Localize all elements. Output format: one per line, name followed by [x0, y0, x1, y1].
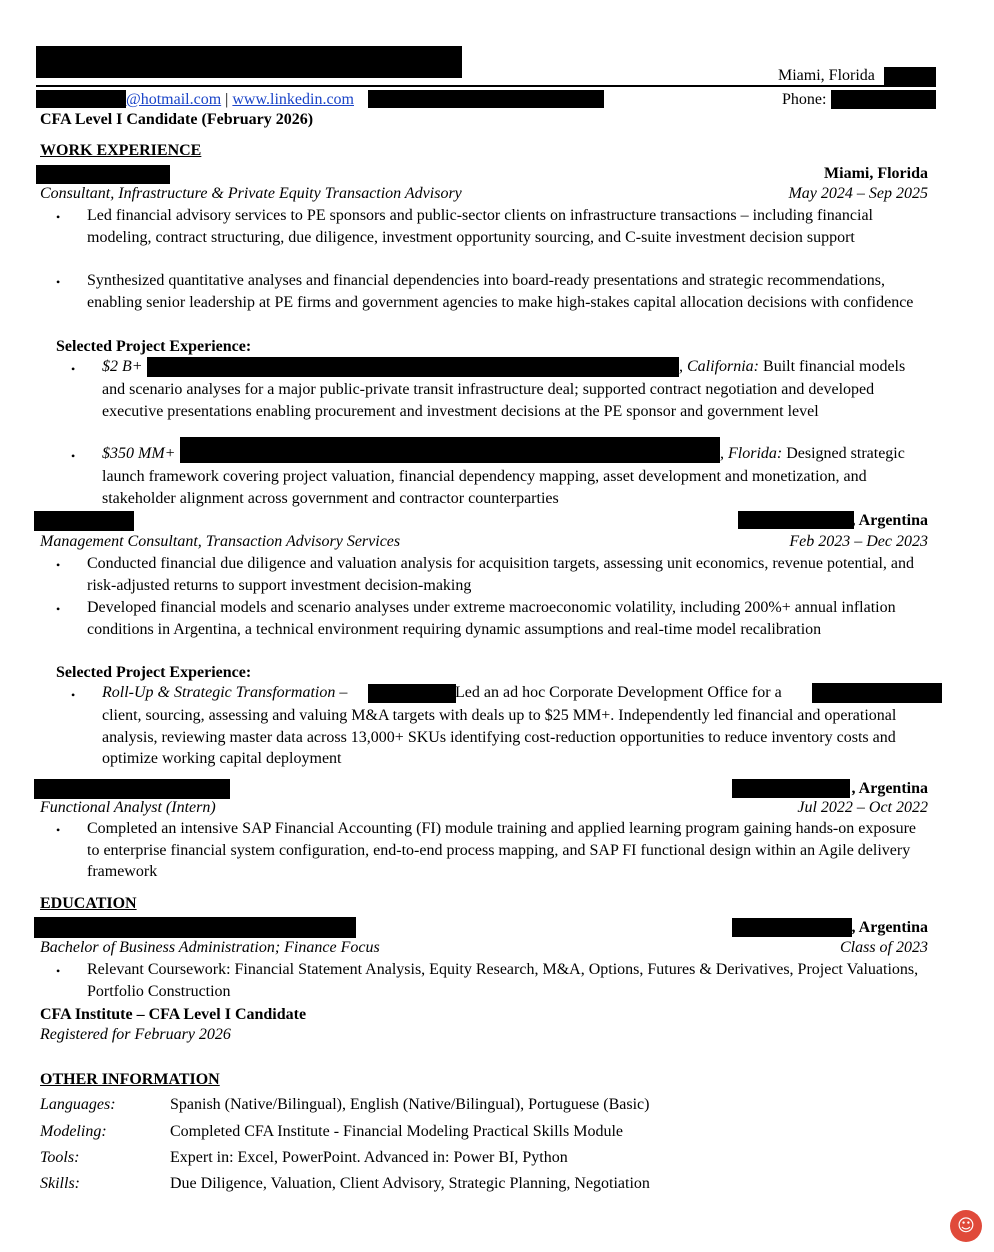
job1-location: Miami, Florida — [824, 165, 928, 182]
redacted-city-3 — [732, 779, 850, 798]
job2-project1-lead: Roll-Up & Strategic Transformation – — [102, 684, 348, 701]
contact-line — [126, 90, 354, 110]
education-coursework: Relevant Coursework: Financial Statement Analysis, Equity Research, M&A, Options, Futures & Derivatives, Project Valuations, Portfolio Construction — [87, 961, 919, 1000]
job2-project1-desc-start: Led an ad hoc Corporate Development Office for a — [455, 684, 782, 701]
redacted-name — [36, 46, 462, 78]
job2-bullet-1: Conducted financial due diligence and valuation analysis for acquisition targets, assessing unit economics, revenue potential, and risk-adjusted returns to support investment decision-making — [87, 555, 915, 594]
redacted-location-detail — [884, 67, 936, 87]
job2-location: , Argentina — [851, 512, 928, 529]
other-label-tools: Tools: — [40, 1149, 80, 1166]
header-cfa-line: CFA Level I Candidate (February 2026) — [40, 111, 314, 128]
header-location: Miami, Florida — [778, 67, 875, 84]
redacted-client — [812, 683, 942, 703]
job1-dates: May 2024 – Sep 2025 — [788, 185, 928, 202]
job1-project1-loc: , California: — [679, 358, 760, 375]
redacted-university — [34, 917, 356, 938]
redacted-email-user — [36, 90, 126, 108]
phone-label: Phone: — [782, 91, 827, 108]
redacted-employer-2 — [34, 511, 134, 531]
job2-bullet-2: Developed financial models and scenario analyses under extreme macroeconomic volatility, including 200%+ annual inflation conditions in Argentina, a technical environment requiring dynamic assumptions and real-time model recalibration — [87, 599, 896, 638]
app-badge-icon[interactable]: ☺ — [950, 1210, 982, 1242]
bullet-marker: • — [56, 558, 61, 572]
job1-project1-lead: $2 B+ — [102, 358, 143, 375]
education-heading: EDUCATION — [40, 895, 137, 912]
job2-project1-desc: client, sourcing, assessing and valuing M&A targets with deals up to $25 MM+. Independently led financial and operational analysis, reviewing master data across 13,000+ SKUs identifying cost-reduction opportunities to reduce inventory costs and optimize working capital deployment — [102, 707, 897, 768]
other-value-modeling: Completed CFA Institute - Financial Modeling Practical Skills Module — [170, 1123, 623, 1140]
job1-project2-desc: launch framework covering project valuation, financial dependency mapping, asset development and monetization, and stakeholder alignment across government and contractor counterparties — [102, 468, 867, 507]
bullet-marker: • — [56, 275, 61, 289]
other-heading: OTHER INFORMATION — [40, 1071, 220, 1088]
job2-projects-label: Selected Project Experience: — [56, 664, 252, 681]
job1-project1-desc: and scenario analyses for a major public-private transit infrastructure deal; supported contract negotiation and developed executive presentations enabling procurement and investment decisions at the PE sponsor and government level — [102, 381, 875, 420]
cfa-subtitle: Registered for February 2026 — [40, 1026, 231, 1043]
other-value-tools: Expert in: Excel, PowerPoint. Advanced in: Power BI, Python — [170, 1149, 568, 1166]
job1-project2-desc-start: Designed strategic — [782, 445, 905, 462]
other-label-languages: Languages: — [40, 1096, 116, 1113]
job1-project2-lead: $350 MM+ — [102, 445, 176, 462]
other-label-skills: Skills: — [40, 1175, 80, 1192]
job1-projects-label: Selected Project Experience: — [56, 338, 252, 355]
education-location: , Argentina — [851, 919, 928, 936]
job1-project2-loc: , Florida: — [720, 445, 783, 462]
bullet-marker: • — [56, 210, 61, 224]
redacted-employer-3 — [34, 779, 230, 799]
other-value-skills: Due Diligence, Valuation, Client Advisory, Strategic Planning, Negotiation — [170, 1175, 650, 1192]
bullet-marker: • — [56, 602, 61, 616]
bullet-marker: • — [71, 688, 76, 702]
linkedin-link[interactable]: www.linkedin.com — [232, 91, 354, 108]
job3-title: Functional Analyst (Intern) — [40, 799, 216, 816]
redacted-linkedin-path — [368, 90, 604, 108]
bullet-marker: • — [56, 964, 61, 978]
job3-location: , Argentina — [851, 780, 928, 797]
redacted-city-2 — [738, 511, 854, 529]
redacted-project-3 — [368, 684, 456, 703]
education-dates: Class of 2023 — [839, 939, 928, 956]
redacted-employer-1 — [36, 165, 170, 184]
job1-bullet-1: Led financial advisory services to PE sponsors and public-sector clients on infrastructure transactions – including financial modeling, contract structuring, due diligence, investment opportunity sourcing, and C-suite investment decision support — [87, 207, 873, 246]
bullet-marker: • — [71, 449, 76, 463]
job1-project2-first — [720, 444, 905, 464]
cfa-title: CFA Institute – CFA Level I Candidate — [40, 1006, 307, 1023]
redacted-city-4 — [732, 918, 852, 937]
bullet-marker: • — [71, 362, 76, 376]
redacted-phone — [831, 90, 936, 109]
other-value-languages: Spanish (Native/Bilingual), English (Native/Bilingual), Portuguese (Basic) — [170, 1096, 650, 1113]
email-link[interactable]: @hotmail.com — [126, 91, 222, 108]
job1-project1-desc-start: Built financial models — [759, 358, 906, 375]
job3-bullet-1: Completed an intensive SAP Financial Accounting (FI) module training and applied learning program gaining hands-on exposure to enterprise financial system configuration, end-to-end process mapping, and SAP FI functional design within an Agile delivery framework — [87, 820, 917, 881]
job1-title: Consultant, Infrastructure & Private Equity Transaction Advisory — [40, 185, 462, 202]
contact-separator: | — [221, 91, 233, 108]
job1-project1-first — [679, 357, 905, 377]
job2-dates: Feb 2023 – Dec 2023 — [789, 533, 928, 550]
bullet-marker: • — [56, 823, 61, 837]
job3-dates: Jul 2022 – Oct 2022 — [797, 799, 928, 816]
job2-title: Management Consultant, Transaction Advisory Services — [40, 533, 401, 550]
other-label-modeling: Modeling: — [40, 1123, 107, 1140]
redacted-project-2 — [180, 437, 720, 463]
redacted-project-1 — [147, 357, 679, 377]
job1-bullet-2: Synthesized quantitative analyses and financial dependencies into board-ready presentations and strategic recommendations, enabling senior leadership at PE firms and government agencies to make high-stakes capital allocation decisions with confidence — [87, 272, 914, 311]
education-degree: Bachelor of Business Administration; Finance Focus — [40, 939, 380, 956]
work-heading: WORK EXPERIENCE — [40, 142, 202, 159]
